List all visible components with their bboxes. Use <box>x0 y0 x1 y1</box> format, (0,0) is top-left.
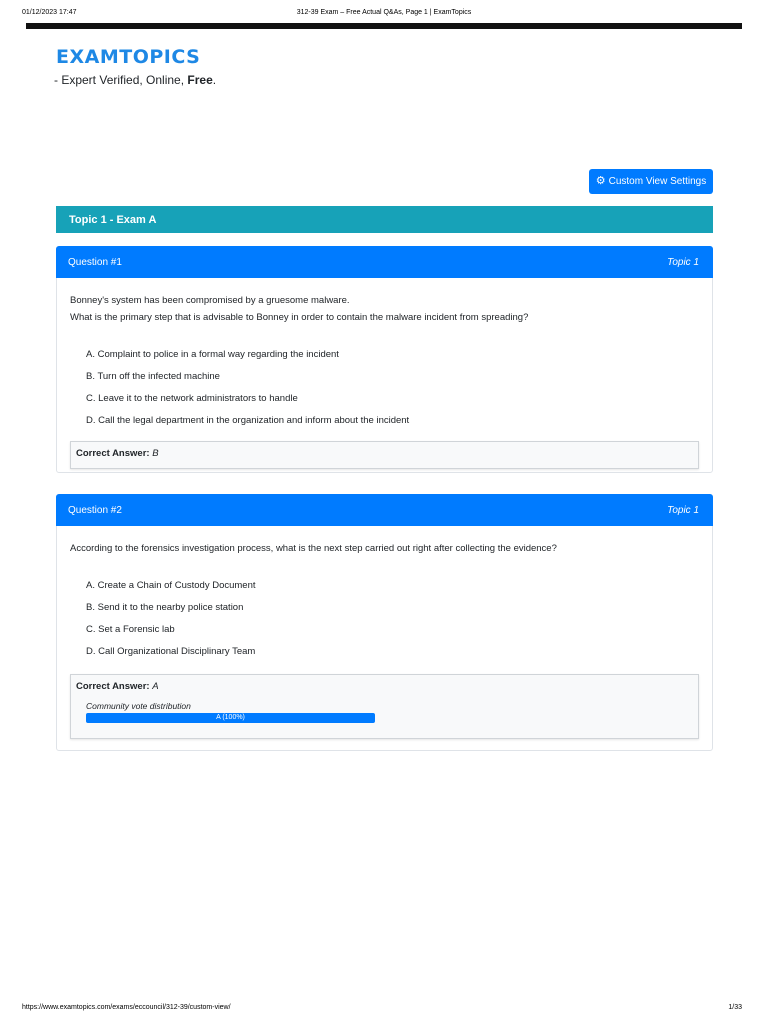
topic-bar <box>56 206 713 233</box>
tagline-bold: Free <box>187 73 213 87</box>
print-page-number: 1/33 <box>728 1004 742 1011</box>
question-topic: Topic 1 <box>667 504 699 516</box>
question-text-line: According to the forensics investigation process, what is the next step carried out right after collecting the evidence? <box>70 543 557 554</box>
tagline-suffix: . <box>212 73 217 87</box>
choice-item[interactable]: C. Set a Forensic lab <box>86 624 175 635</box>
question-body <box>57 292 712 469</box>
question-text-line: What is the primary step that is advisable to Bonney in order to contain the malware incident from spreading? <box>70 312 529 323</box>
question-header <box>56 494 713 526</box>
choice-list <box>86 575 699 663</box>
question-text <box>70 540 699 557</box>
choice-item[interactable]: B. Turn off the infected machine <box>86 371 220 382</box>
question-text <box>70 292 699 326</box>
vote-distribution-title: Community vote distribution <box>86 701 191 711</box>
choice-item[interactable]: D. Call Organizational Disciplinary Team <box>86 646 256 657</box>
custom-view-settings-label: Custom View Settings <box>608 176 707 187</box>
custom-view-settings-button[interactable] <box>589 169 713 194</box>
choice-item[interactable]: A. Complaint to police in a formal way regarding the incident <box>86 349 339 360</box>
correct-answer-label: Correct Answer: <box>76 681 150 692</box>
question-card <box>56 494 713 751</box>
question-card <box>56 246 713 473</box>
top-bar <box>26 23 742 29</box>
tagline <box>54 73 216 87</box>
choice-list <box>86 344 699 432</box>
correct-answer-value: B <box>152 448 159 459</box>
choice-item[interactable]: C. Leave it to the network administrators to handle <box>86 393 298 404</box>
print-footer <box>22 1004 742 1011</box>
topic-bar-label: Topic 1 - Exam A <box>69 213 157 226</box>
print-datetime: 01/12/2023 17:47 <box>22 9 77 16</box>
vote-distribution-bar: A (100%) <box>86 713 375 723</box>
correct-answer-label: Correct Answer: <box>76 448 150 459</box>
question-topic: Topic 1 <box>667 256 699 268</box>
choice-item[interactable]: D. Call the legal department in the organization and inform about the incident <box>86 415 410 426</box>
examtopics-logo[interactable]: EXAMTOPICS <box>56 46 201 68</box>
question-number: Question #1 <box>68 256 122 268</box>
gear-icon: ⚙ <box>595 175 606 187</box>
question-header <box>56 246 713 278</box>
correct-answer-value: A <box>152 681 159 692</box>
print-doc-title: 312-39 Exam – Free Actual Q&As, Page 1 | ExamTopics <box>296 9 472 16</box>
choice-item[interactable]: A. Create a Chain of Custody Document <box>86 580 256 591</box>
correct-answer-box[interactable] <box>70 674 699 739</box>
print-url: https://www.examtopics.com/exams/eccouncil/312-39/custom-view/ <box>22 1004 231 1011</box>
question-number: Question #2 <box>68 504 122 516</box>
choice-item[interactable]: B. Send it to the nearby police station <box>86 602 244 613</box>
correct-answer-box[interactable] <box>70 441 699 469</box>
tagline-prefix: - Expert Verified, Online, <box>54 73 188 87</box>
question-text-line: Bonney's system has been compromised by a gruesome malware. <box>70 295 350 306</box>
print-header <box>22 9 746 19</box>
question-body <box>57 540 712 739</box>
